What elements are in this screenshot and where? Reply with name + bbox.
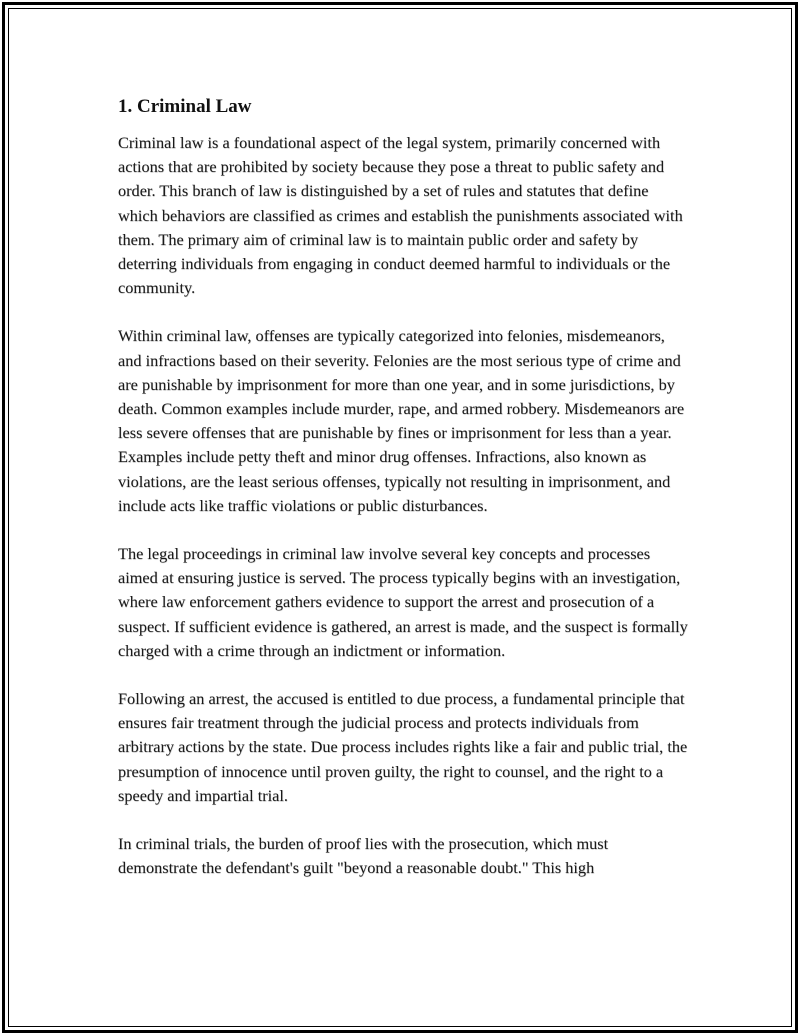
paragraph-5: In criminal trials, the burden of proof lies with the prosecution, which must demonstrate the defendant's guilt "beyond a reasonable doubt." This high — [118, 834, 609, 878]
paragraph-4: Following an arrest, the accused is entitled to due process, a fundamental principle that ensures fair treatment through the judicial process and protects individuals from arbitrary actions by the state. Due process includes rights like a fair and public trial, the presumption of innocence until proven guilty, the right to counsel, and the right to a speedy and impartial trial. — [118, 689, 688, 805]
paragraph-1: Criminal law is a foundational aspect of the legal system, primarily concerned with actions that are prohibited by society because they pose a threat to public safety and order. This branch of law is distinguished by a set of rules and statutes that define which behaviors are classified as crimes and establish the punishments associated with them. The primary aim of criminal law is to maintain public order and safety by deterring individuals from engaging in conduct deemed harmful to individuals or the community. — [118, 133, 683, 298]
section-title: 1. Criminal Law — [118, 96, 252, 117]
paragraph-3: The legal proceedings in criminal law involve several key concepts and processes aimed at ensuring justice is served. The process typically begins with an investigation, where law enforcement gathers evidence to support the arrest and prosecution of a suspect. If sufficient evidence is gathered, an arrest is made, and the suspect is formally charged with a crime through an indictment or information. — [118, 544, 688, 660]
paragraph-2: Within criminal law, offenses are typically categorized into felonies, misdemeanors, and infractions based on their severity. Felonies are the most serious type of crime and are punishable by imprisonment for more than one year, and in some jurisdictions, by death. Common examples include murder, rape, and armed robbery. Misdemeanors are less severe offenses that are punishable by fines or imprisonment for less than a year. Examples include petty theft and minor drug offenses. Infractions, also known as violations, are the least serious offenses, typically not resulting in imprisonment, and include acts like traffic violations or public disturbances. — [118, 326, 685, 515]
document-body — [118, 94, 690, 904]
